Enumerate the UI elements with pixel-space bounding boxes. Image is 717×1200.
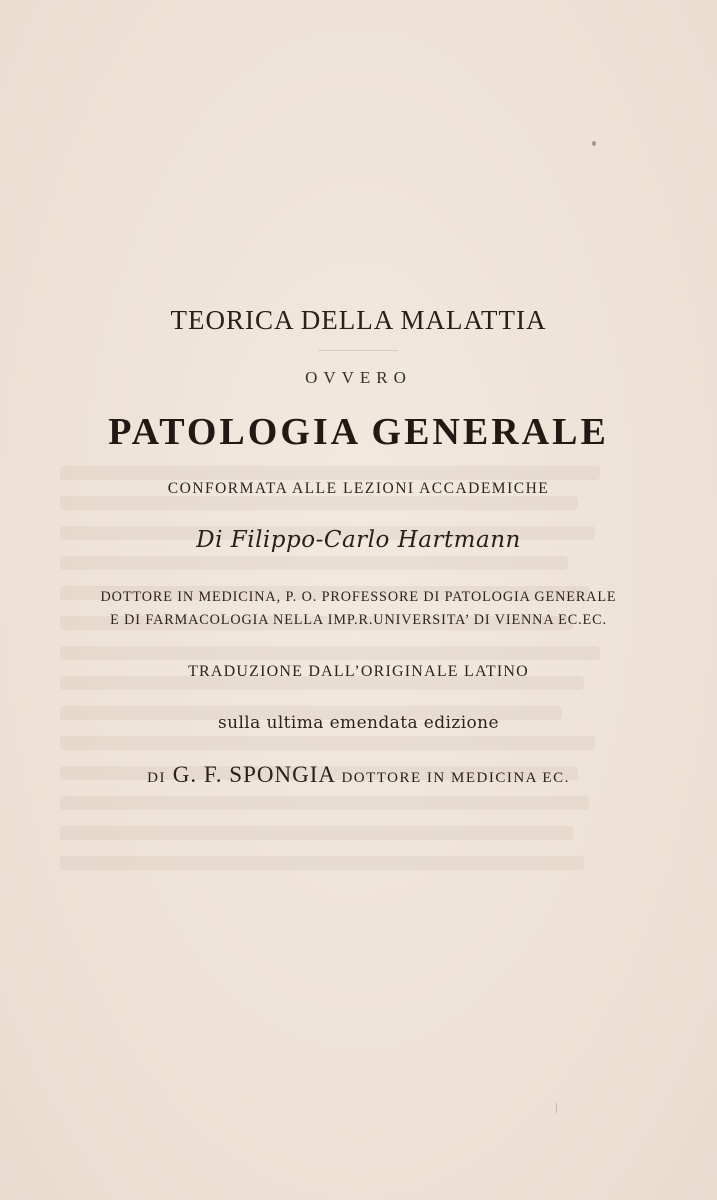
author-credentials-line-1: DOTTORE IN MEDICINA, P. O. PROFESSORE DI PATOLOGIA GENERALE <box>100 589 617 605</box>
work-title: TEORICA DELLA MALATTIA <box>170 305 547 335</box>
edition-note: sulla ultima emendata edizione <box>218 713 499 733</box>
paper-speck <box>556 1103 557 1113</box>
author-name: Di Filippo-Carlo Hartmann <box>196 527 521 553</box>
translator-line <box>0 762 717 788</box>
ornamental-rule <box>318 350 398 351</box>
translation-note: TRADUZIONE DALL’ORIGINALE LATINO <box>188 663 529 680</box>
translator-name: G. F. SPONGIA <box>172 762 335 787</box>
translator-prefix: DI <box>147 770 166 786</box>
show-through-heading <box>40 160 680 202</box>
author-credentials-line-2: E DI FARMACOLOGIA NELLA IMP.R.UNIVERSITA’ DI VIENNA EC.EC. <box>110 612 607 628</box>
paper-speck <box>592 141 596 146</box>
translator-credentials: DOTTORE IN MEDICINA EC. <box>341 770 570 786</box>
subtitle: CONFORMATA ALLE LEZIONI ACCADEMICHE <box>167 480 550 497</box>
title-conjunction: OVVERO <box>305 368 412 387</box>
main-title: PATOLOGIA GENERALE <box>108 411 609 453</box>
